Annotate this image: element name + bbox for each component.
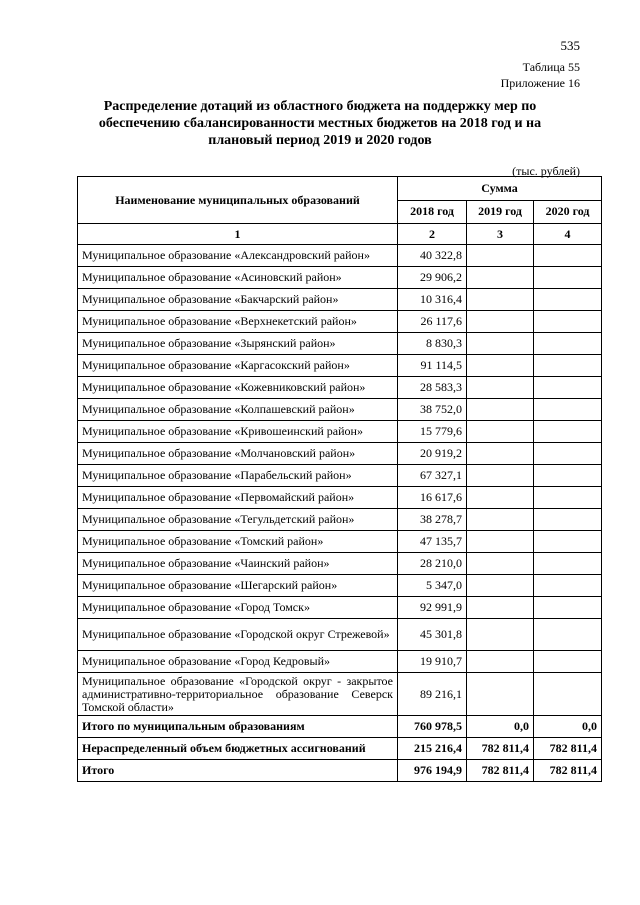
total-2019: 782 811,4	[467, 738, 534, 760]
value-2018: 29 906,2	[398, 267, 467, 289]
value-2018: 26 117,6	[398, 311, 467, 333]
value-2019	[467, 651, 534, 673]
value-2019	[467, 465, 534, 487]
value-2019	[467, 245, 534, 267]
table-row	[78, 399, 602, 421]
value-2018: 28 583,3	[398, 377, 467, 399]
municipality-name: Муниципальное образование «Парабельский район»	[78, 465, 398, 487]
table-row	[78, 311, 602, 333]
column-index: 2	[398, 224, 467, 245]
table-row	[78, 267, 602, 289]
value-2019	[467, 399, 534, 421]
value-2020	[534, 575, 602, 597]
table-row	[78, 245, 602, 267]
value-2018: 47 135,7	[398, 531, 467, 553]
total-2020: 782 811,4	[534, 738, 602, 760]
header-year-2020: 2020 год	[534, 200, 602, 224]
municipality-name: Муниципальное образование «Кривошеинский район»	[78, 421, 398, 443]
municipality-name: Муниципальное образование «Александровский район»	[78, 245, 398, 267]
table-row	[78, 597, 602, 619]
value-2018: 67 327,1	[398, 465, 467, 487]
value-2018: 8 830,3	[398, 333, 467, 355]
value-2019	[467, 487, 534, 509]
column-index: 1	[78, 224, 398, 245]
value-2019	[467, 673, 534, 716]
value-2019	[467, 311, 534, 333]
value-2020	[534, 553, 602, 575]
municipality-name: Муниципальное образование «Верхнекетский район»	[78, 311, 398, 333]
total-2018: 760 978,5	[398, 716, 467, 738]
value-2018: 38 752,0	[398, 399, 467, 421]
municipality-name: Муниципальное образование «Асиновский район»	[78, 267, 398, 289]
table-row	[78, 553, 602, 575]
value-2018: 45 301,8	[398, 619, 467, 651]
value-2020	[534, 673, 602, 716]
value-2019	[467, 575, 534, 597]
table-row	[78, 355, 602, 377]
value-2020	[534, 289, 602, 311]
value-2020	[534, 377, 602, 399]
table-row	[78, 575, 602, 597]
column-index: 3	[467, 224, 534, 245]
column-index-row	[78, 224, 602, 245]
header-year-2019: 2019 год	[467, 200, 534, 224]
value-2020	[534, 597, 602, 619]
total-2019: 782 811,4	[467, 760, 534, 782]
document-title: Распределение дотаций из областного бюджета на поддержку мер по обеспечению сбалансированности местных бюджетов на 2018 год и на плановый период 2019 и 2020 годов	[98, 99, 542, 148]
total-label: Нераспределенный объем бюджетных ассигнований	[78, 738, 398, 760]
value-2018: 28 210,0	[398, 553, 467, 575]
value-2020	[534, 245, 602, 267]
value-2019	[467, 421, 534, 443]
total-2018: 215 216,4	[398, 738, 467, 760]
municipality-name: Муниципальное образование «Первомайский район»	[78, 487, 398, 509]
value-2018: 10 316,4	[398, 289, 467, 311]
municipality-name: Муниципальное образование «Городской округ - закрытое административно-территориальное образование Северск Томской области»	[78, 673, 398, 716]
municipality-name: Муниципальное образование «Бакчарский район»	[78, 289, 398, 311]
page-number: 535	[560, 38, 580, 53]
value-2019	[467, 509, 534, 531]
value-2019	[467, 267, 534, 289]
value-2019	[467, 289, 534, 311]
value-2018: 19 910,7	[398, 651, 467, 673]
total-2020: 782 811,4	[534, 760, 602, 782]
table-row	[78, 487, 602, 509]
value-2018: 89 216,1	[398, 673, 467, 716]
value-2018: 40 322,8	[398, 245, 467, 267]
value-2020	[534, 443, 602, 465]
value-2018: 92 991,9	[398, 597, 467, 619]
table-row	[78, 619, 602, 651]
value-2019	[467, 531, 534, 553]
value-2019	[467, 355, 534, 377]
municipality-name: Муниципальное образование «Город Томск»	[78, 597, 398, 619]
municipality-name: Муниципальное образование «Молчановский район»	[78, 443, 398, 465]
total-label: Итого	[78, 760, 398, 782]
municipality-name: Муниципальное образование «Каргасокский район»	[78, 355, 398, 377]
table-number: Таблица 55	[522, 60, 580, 74]
value-2018: 15 779,6	[398, 421, 467, 443]
value-2020	[534, 399, 602, 421]
municipality-name: Муниципальное образование «Шегарский район»	[78, 575, 398, 597]
table-row	[78, 531, 602, 553]
table-row	[78, 421, 602, 443]
municipality-name: Муниципальное образование «Чаинский район»	[78, 553, 398, 575]
table-row	[78, 289, 602, 311]
municipality-name: Муниципальное образование «Колпашевский район»	[78, 399, 398, 421]
table-row	[78, 333, 602, 355]
value-2020	[534, 421, 602, 443]
header-year-2018: 2018 год	[398, 200, 467, 224]
value-2020	[534, 509, 602, 531]
value-2018: 20 919,2	[398, 443, 467, 465]
table-row	[78, 377, 602, 399]
total-row	[78, 716, 602, 738]
municipality-name: Муниципальное образование «Зырянский район»	[78, 333, 398, 355]
value-2019	[467, 597, 534, 619]
value-2020	[534, 465, 602, 487]
value-2020	[534, 355, 602, 377]
municipality-name: Муниципальное образование «Город Кедровый»	[78, 651, 398, 673]
municipality-name: Муниципальное образование «Кожевниковский район»	[78, 377, 398, 399]
value-2019	[467, 377, 534, 399]
value-2020	[534, 619, 602, 651]
table-row	[78, 443, 602, 465]
value-2020	[534, 267, 602, 289]
table-row	[78, 673, 602, 716]
table-row	[78, 465, 602, 487]
municipality-name: Муниципальное образование «Городской округ Стрежевой»	[78, 619, 398, 651]
value-2018: 91 114,5	[398, 355, 467, 377]
units-label: (тыс. рублей)	[512, 164, 580, 178]
appendix-label: Приложение 16	[500, 76, 580, 90]
value-2018: 5 347,0	[398, 575, 467, 597]
header-sum: Сумма	[398, 177, 602, 201]
value-2019	[467, 443, 534, 465]
municipality-name: Муниципальное образование «Томский район»	[78, 531, 398, 553]
value-2020	[534, 333, 602, 355]
total-row	[78, 738, 602, 760]
value-2018: 38 278,7	[398, 509, 467, 531]
header-name: Наименование муниципальных образований	[78, 177, 398, 224]
total-2018: 976 194,9	[398, 760, 467, 782]
value-2020	[534, 531, 602, 553]
table-row	[78, 651, 602, 673]
value-2020	[534, 487, 602, 509]
table-row	[78, 509, 602, 531]
budget-table	[77, 176, 602, 782]
value-2020	[534, 651, 602, 673]
value-2018: 16 617,6	[398, 487, 467, 509]
total-2019: 0,0	[467, 716, 534, 738]
total-row	[78, 760, 602, 782]
value-2019	[467, 619, 534, 651]
total-label: Итого по муниципальным образованиям	[78, 716, 398, 738]
total-2020: 0,0	[534, 716, 602, 738]
value-2020	[534, 311, 602, 333]
value-2019	[467, 333, 534, 355]
value-2019	[467, 553, 534, 575]
municipality-name: Муниципальное образование «Тегульдетский район»	[78, 509, 398, 531]
column-index: 4	[534, 224, 602, 245]
